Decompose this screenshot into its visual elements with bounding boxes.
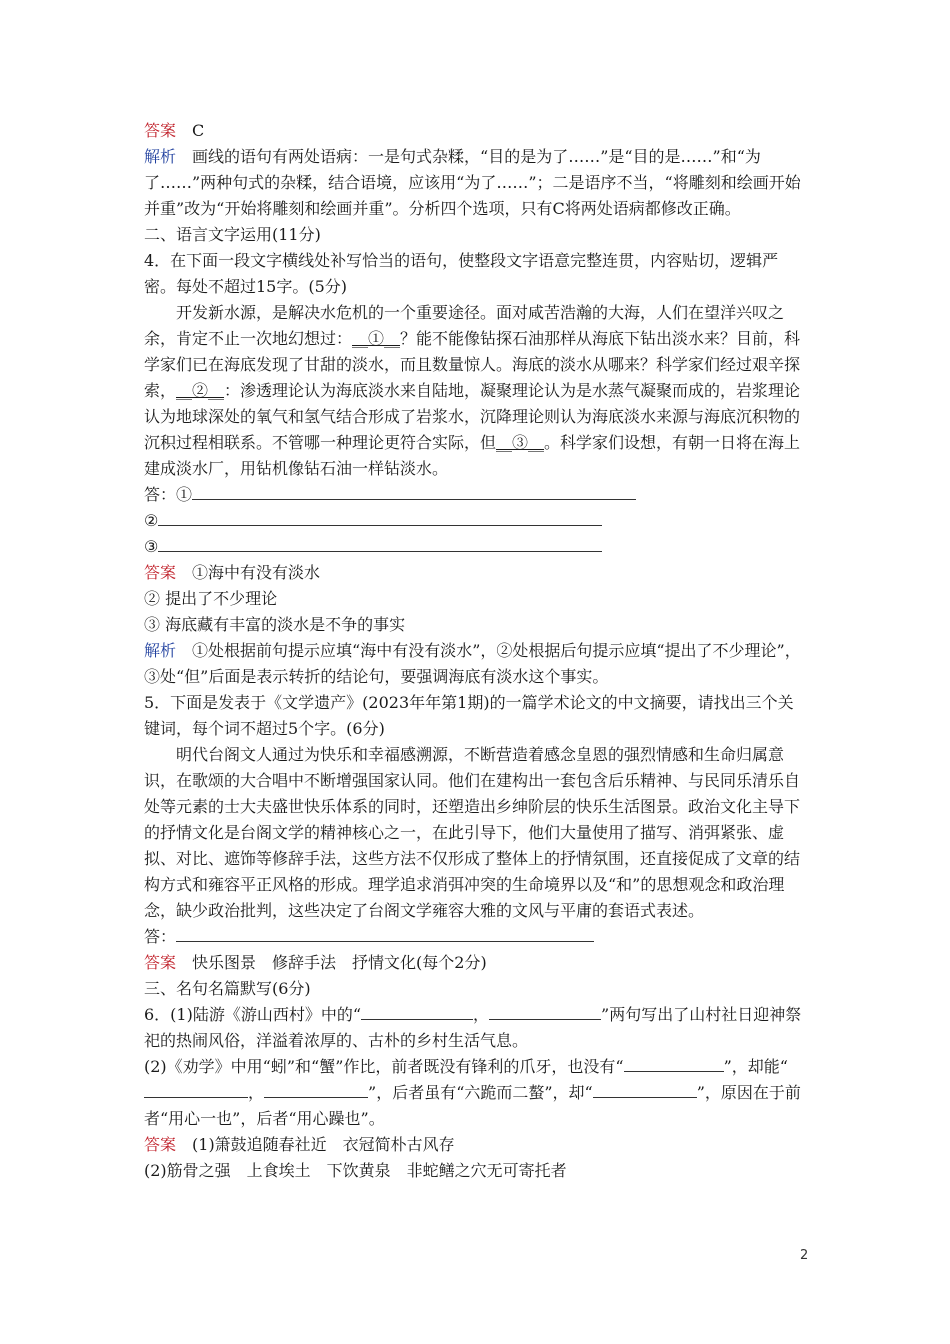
q5-stem: 5．下面是发表于《文学遗产》(2023年年第1期)的一篇学术论文的中文摘要，请找出三个关键词，每个词不超过5个字。(6分): [144, 693, 794, 738]
stem-text: ”，后者虽有“六跪而二螯”，却“: [368, 1083, 593, 1102]
answer-label: 答案: [144, 121, 177, 140]
answer-line-label: ③: [144, 537, 159, 556]
q5-passage: 明代台阁文人通过为快乐和幸福感溯源，不断营造着感念皇恩的强烈情感和生命归属意识，在歌颂的大合唱中不断增强国家认同。他们在建构出一套包含后乐精神、与民同乐清乐自处等元素的士大夫盛世快乐体系的同时，还塑造出乡绅阶层的快乐生活图景。政治文化主导下的抒情文化是台阁文学的精神核心之一，在此引导下，他们大量使用了描写、消弭紧张、虚拟、对比、遮饰等修辞手法，这些方法不仅形成了整体上的抒情氛围，还直接促成了文章的结构方式和雍容平正风格的形成。理学追求消弭冲突的生命境界以及“和”的思想观念和政治理念，缺少政治批判，这些决定了台阁文学雍容大雅的文风与平庸的套语式表述。: [144, 745, 801, 920]
blank-2: __②__: [176, 381, 225, 400]
analysis-label: 解析: [144, 147, 177, 166]
q6-answer-2: (2)筋骨之强 上食埃土 下饮黄泉 非蛇鳝之穴无可寄托者: [144, 1161, 567, 1180]
q3-answer: [144, 118, 808, 144]
blank-1: __①__: [352, 329, 401, 348]
passage-text: 开发新水源，是解决水危机的一个重要途径。面对咸苦浩瀚的大海，人们在望洋兴叹之余，肯定不止一次地幻想过：: [144, 303, 785, 348]
q4-answer-line-2: [144, 508, 808, 534]
q6-part-1: [144, 1002, 808, 1054]
page-number: 2: [800, 1248, 809, 1263]
answer-label: 答案: [144, 953, 177, 972]
q4-passage: [144, 300, 808, 482]
answer-label: 答案: [144, 1135, 177, 1154]
q4-answer-line-1: [144, 482, 808, 508]
blank-3: __③__: [496, 433, 545, 452]
answer-text: C: [192, 121, 205, 140]
answer-line: [192, 485, 636, 500]
answer-text: (1)箫鼓追随春社近 衣冠简朴古风存: [192, 1135, 455, 1154]
answer-prefix: 答：①: [144, 485, 193, 504]
answer-label: 答案: [144, 563, 177, 582]
q4-stem: 4．在下面一段文字横线处补写恰当的语句，使整段文字语意完整连贯，内容贴切，逻辑严密。每处不超过15字。(5分): [144, 251, 779, 296]
q5-answer-line: [144, 924, 808, 950]
fill-line: [624, 1057, 724, 1072]
answer-prefix: 答：: [144, 927, 177, 946]
section-heading-3: 三、名句名篇默写(6分): [144, 979, 311, 998]
section-heading-2: 二、语言文字运用(11分): [144, 225, 321, 244]
q4-analysis: [144, 638, 808, 690]
analysis-text: ①处根据前句提示应填“海中有没有淡水”，②处根据后句提示应填“提出了不少理论”，③处“但”后面是表示转折的结论句，要强调海底有淡水这个事实。: [144, 641, 801, 686]
passage-text: 。科学家们设想，有朝一日将在海上建成淡水厂，用钻机像钻石油一样钻淡水。: [144, 433, 801, 478]
stem-text: (2)《劝学》中用“蚓”和“蟹”作比，前者既没有锋利的爪牙，也没有“: [144, 1057, 624, 1076]
answer-line: [158, 511, 602, 526]
stem-text: ”，原因在于前者“用心一也”，后者“用心躁也”。: [144, 1083, 801, 1128]
fill-line: [361, 1005, 473, 1020]
passage-text: ：渗透理论认为海底淡水来自陆地，凝聚理论认为是水蒸气凝聚而成的，岩浆理论认为地球深处的氧气和氢气结合形成了岩浆水，沉降理论则认为海底淡水来源与海底沉积物的沉积过程相联系。不管哪一种理论更符合实际，但: [144, 381, 801, 452]
stem-text: ”，却能“: [723, 1057, 788, 1076]
answer-text: ①海中有没有淡水: [192, 563, 321, 582]
q6-part-2: [144, 1054, 808, 1132]
answer-text: 快乐图景 修辞手法 抒情文化(每个2分): [192, 953, 487, 972]
fill-line: [264, 1083, 368, 1098]
q5-answer: [144, 950, 808, 976]
passage-text: ？能不能像钻探石油那样从海底下钻出淡水来？目前，科学家们已在海底发现了甘甜的淡水，而且数量惊人。海底的淡水从哪来？科学家们经过艰辛探索，: [144, 329, 801, 400]
q4-answer-line-3: [144, 534, 808, 560]
q4-answer-2: ② 提出了不少理论: [144, 589, 278, 608]
stem-text: ，: [248, 1083, 265, 1102]
answer-line-label: ②: [144, 511, 159, 530]
q3-analysis: [144, 144, 808, 222]
document-body: [144, 118, 808, 1184]
answer-line: [158, 537, 602, 552]
analysis-label: 解析: [144, 641, 177, 660]
stem-text: ”两句写出了山村社日迎神祭祀的热闹风俗，洋溢着浓厚的、古朴的乡村生活气息。: [144, 1005, 802, 1050]
stem-text: 6．(1)陆游《游山西村》中的“: [144, 1005, 362, 1024]
fill-line: [144, 1083, 248, 1098]
fill-line: [593, 1083, 697, 1098]
stem-text: ，: [473, 1005, 490, 1024]
q4-answer-3: ③ 海底藏有丰富的淡水是不争的事实: [144, 615, 406, 634]
q4-answer-1: [144, 560, 808, 586]
answer-line: [176, 927, 594, 942]
q6-answer-1: [144, 1132, 808, 1158]
fill-line: [489, 1005, 601, 1020]
analysis-text: 画线的语句有两处语病：一是句式杂糅，“目的是为了……”是“目的是……”和“为了……”两种句式的杂糅，结合语境，应该用“为了……”；二是语序不当，“将雕刻和绘画开始并重”改为“开始将雕刻和绘画并重”。分析四个选项，只有C将两处语病都修改正确。: [144, 147, 801, 218]
